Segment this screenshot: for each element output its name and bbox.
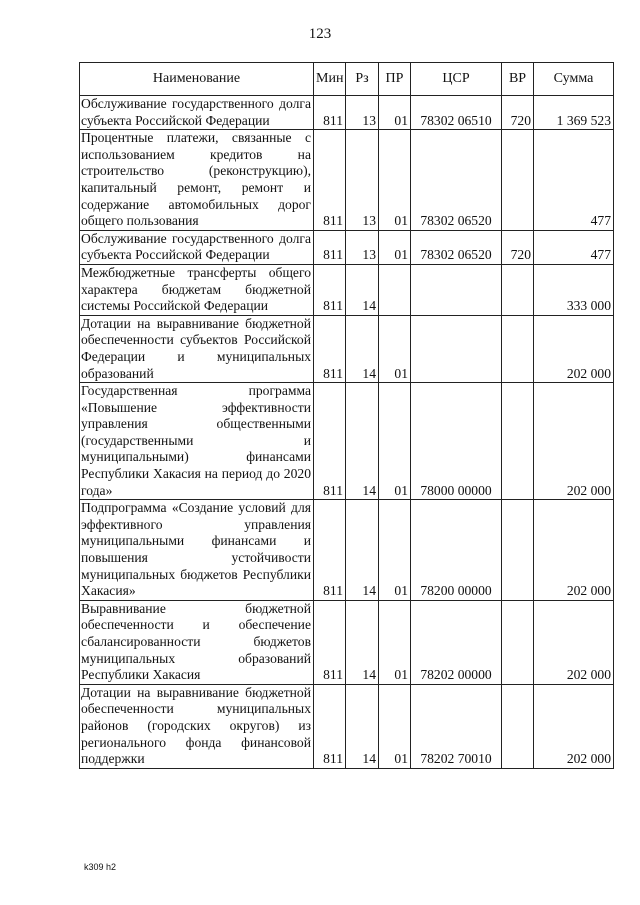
table-row [80,264,614,315]
row-pr: 01 [379,230,411,264]
row-min: 811 [314,96,346,130]
row-rz: 13 [346,130,379,231]
row-csr: 78202 70010 [411,684,502,768]
row-sum: 202 000 [534,500,614,601]
row-rz: 14 [346,264,379,315]
row-min: 811 [314,230,346,264]
row-sum: 202 000 [534,383,614,500]
row-pr: 01 [379,684,411,768]
row-csr: 78302 06510 [411,96,502,130]
row-sum: 477 [534,230,614,264]
table-row [80,383,614,500]
row-rz: 14 [346,500,379,601]
row-csr [411,264,502,315]
footer-code: k309 h2 [84,862,117,872]
row-pr: 01 [379,96,411,130]
row-csr: 78200 00000 [411,500,502,601]
row-name: Выравнивание бюджетной обеспеченности и обеспечение сбалансированности бюджетов муниципальных образований Республики Хакасия [80,600,314,684]
row-vr [502,315,534,382]
row-sum: 477 [534,130,614,231]
row-csr: 78202 00000 [411,600,502,684]
row-name: Дотации на выравнивание бюджетной обеспеченности муниципальных районов (городских округов) из регионального фонда финансовой поддержки [80,684,314,768]
row-sum: 202 000 [534,315,614,382]
row-pr: 01 [379,600,411,684]
header-pr: ПР [379,63,411,96]
header-vr: ВР [502,63,534,96]
row-name: Процентные платежи, связанные с использованием кредитов на строительство (реконструкцию), капитальный ремонт, ремонт и содержание автомобильных дорог общего пользования [80,130,314,231]
table-row [80,96,614,130]
header-min: Мин [314,63,346,96]
row-min: 811 [314,600,346,684]
row-vr [502,600,534,684]
table-row [80,130,614,231]
row-min: 811 [314,315,346,382]
row-csr: 78302 06520 [411,230,502,264]
row-rz: 14 [346,600,379,684]
header-rz: Рз [346,63,379,96]
page-number: 123 [308,26,332,42]
row-pr [379,264,411,315]
row-vr [502,383,534,500]
row-csr: 78000 00000 [411,383,502,500]
row-vr [502,130,534,231]
row-name: Межбюджетные трансферты общего характера бюджетам бюджетной системы Российской Федерации [80,264,314,315]
row-sum: 202 000 [534,684,614,768]
row-rz: 14 [346,383,379,500]
table-row [80,230,614,264]
row-pr: 01 [379,383,411,500]
row-pr: 01 [379,500,411,601]
header-sum: Сумма [534,63,614,96]
table-row [80,315,614,382]
row-rz: 14 [346,684,379,768]
row-rz: 13 [346,230,379,264]
budget-table [79,62,614,769]
row-rz: 14 [346,315,379,382]
header-csr: ЦСР [411,63,502,96]
row-min: 811 [314,130,346,231]
row-name: Обслуживание государственного долга субъекта Российской Федерации [80,230,314,264]
row-sum: 333 000 [534,264,614,315]
row-name: Дотации на выравнивание бюджетной обеспеченности субъектов Российской Федерации и муниципальных образований [80,315,314,382]
row-min: 811 [314,684,346,768]
row-min: 811 [314,500,346,601]
row-sum: 1 369 523 [534,96,614,130]
row-name: Обслуживание государственного долга субъекта Российской Федерации [80,96,314,130]
row-min: 811 [314,264,346,315]
row-csr: 78302 06520 [411,130,502,231]
row-csr [411,315,502,382]
table-row [80,500,614,601]
row-rz: 13 [346,96,379,130]
row-vr [502,264,534,315]
row-name: Подпрограмма «Создание условий для эффективного управления муниципальными финансами и повышения устойчивости муниципальных бюджетов Республики Хакасия» [80,500,314,601]
row-name: Государственная программа «Повышение эффективности управления общественными (государственными и муниципальными) финансами Республики Хакасия на период до 2020 года» [80,383,314,500]
row-vr [502,684,534,768]
row-vr [502,500,534,601]
row-sum: 202 000 [534,600,614,684]
row-vr: 720 [502,230,534,264]
row-pr: 01 [379,130,411,231]
header-name: Наименование [80,63,314,96]
row-vr: 720 [502,96,534,130]
row-min: 811 [314,383,346,500]
row-pr: 01 [379,315,411,382]
table-row [80,600,614,684]
table-header-row [80,63,614,96]
table-row [80,684,614,768]
